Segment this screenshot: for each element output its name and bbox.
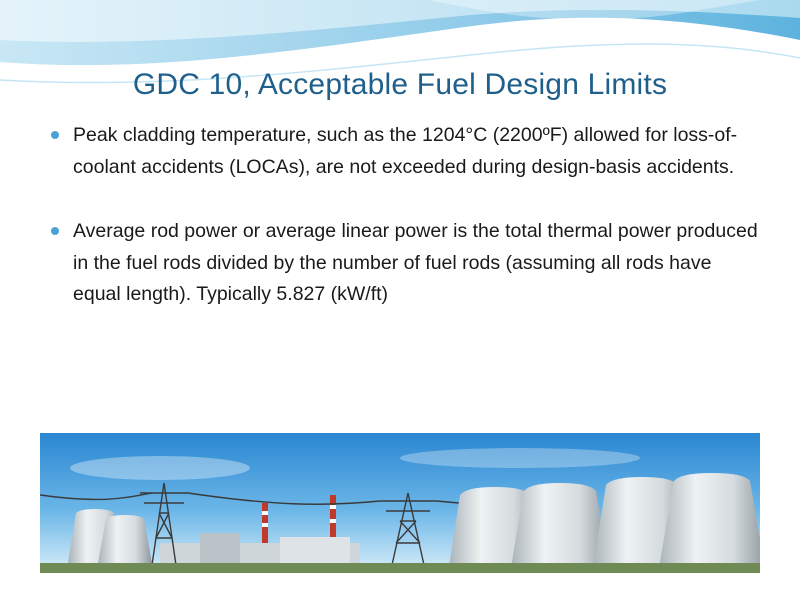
bullet-text: Peak cladding temperature, such as the 1204°C (2200ºF) allowed for loss-of-coolant accidents (LOCAs), are not exceeded during design-basis accidents. xyxy=(73,124,738,178)
power-plant-illustration xyxy=(40,433,760,573)
bullet-text: Average rod power or average linear power is the total thermal power produced in the fuel rods divided by the number of fuel rods (assuming all rods have equal length). Typically 5.827 (kW/ft) xyxy=(73,220,758,305)
power-plant-photo xyxy=(40,433,760,573)
bullet-marker xyxy=(51,131,59,139)
bullet-item xyxy=(48,120,763,183)
slide-title: GDC 10, Acceptable Fuel Design Limits xyxy=(132,68,668,101)
bullet-list xyxy=(48,120,763,311)
bullet-marker xyxy=(51,227,59,235)
bullet-item xyxy=(48,216,763,311)
